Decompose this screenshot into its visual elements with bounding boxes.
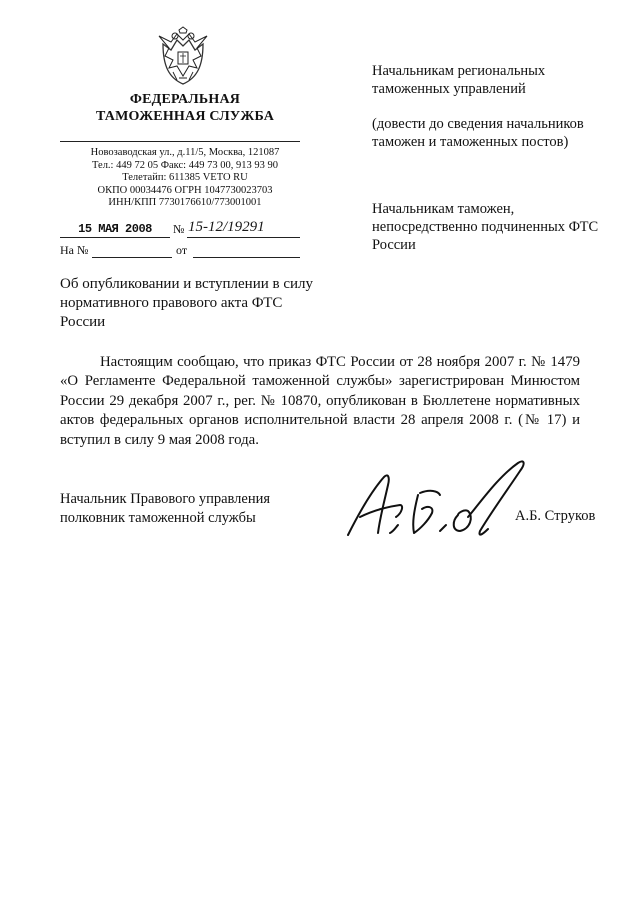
registration-number-label: №	[173, 222, 185, 236]
reference-date-line	[193, 257, 300, 258]
reference-number-line	[92, 257, 172, 258]
signatory-name: А.Б. Струков	[515, 508, 596, 524]
addressee-note: (довести до сведения начальников таможен и таможенных постов)	[372, 116, 584, 150]
reference-row	[60, 243, 310, 263]
registration-date-line	[60, 237, 170, 238]
letter-body: Настоящим сообщаю, что приказ ФТС России от 28 ноября 2007 г. № 1479 «О Регламенте Федеральной таможенной службы» зарегистрирован Минюстом России 29 декабря 2007 г., рег. № 10870, опубликован в Бюллетене нормативных актов федеральных органов исполнительной власти 28 апреля 2008 г. (№ 17) и вступил в силу 9 мая 2008 года.	[60, 354, 580, 448]
contact-inn-kpp: ИНН/КПП 7730176610/773001001	[108, 197, 262, 208]
addressee-customs: Начальникам таможен, непосредственно подчиненных ФТС России	[372, 201, 599, 253]
contact-okpo-ogrn: ОКПО 00034476 ОГРН 1047730023703	[97, 184, 273, 196]
emblem-icon	[155, 26, 211, 88]
addressee-regional: Начальникам региональных таможенных управлений	[372, 63, 546, 97]
reference-date-label: от	[176, 243, 188, 257]
reference-number-label: На №	[60, 243, 89, 257]
signatory-title-line1: Начальник Правового управления	[60, 491, 271, 507]
organization-name	[60, 91, 310, 125]
registration-date: 15 МАЯ 2008	[78, 222, 152, 236]
header-divider	[60, 141, 300, 142]
registration-number: 15-12/19291	[188, 219, 265, 235]
organization-name-line2: ТАМОЖЕННАЯ СЛУЖБА	[95, 109, 275, 124]
handwritten-signature-icon	[340, 455, 570, 550]
registration-number-line	[187, 237, 300, 238]
letter-subject: Об опубликовании и вступлении в силу нормативного правового акта ФТС России	[60, 276, 314, 330]
signatory-title-line2: полковник таможенной службы	[60, 510, 256, 526]
contact-teletype: Телетайп: 611385 VETO RU	[122, 172, 248, 183]
contact-block	[60, 147, 310, 210]
organization-name-line1: ФЕДЕРАЛЬНАЯ	[129, 92, 241, 107]
contact-address: Новозаводская ул., д.11/5, Москва, 121087	[90, 147, 280, 158]
signatory-title	[60, 490, 340, 528]
registration-row	[60, 219, 310, 242]
contact-phone-fax: Тел.: 449 72 05 Факс: 449 73 00, 913 93 90	[92, 159, 278, 171]
